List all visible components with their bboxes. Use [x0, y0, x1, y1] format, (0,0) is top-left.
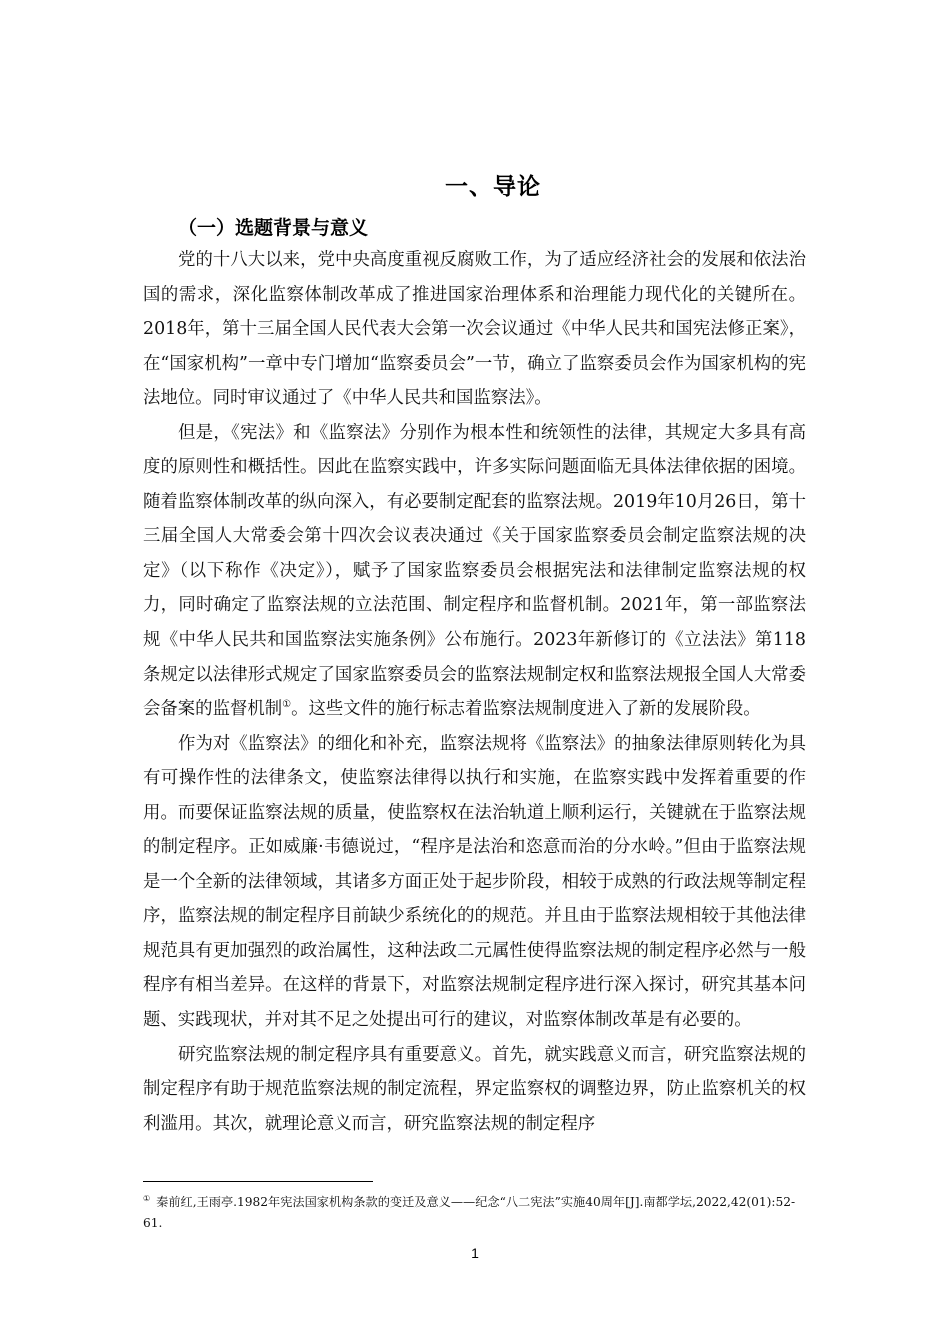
footnote	[143, 1192, 806, 1234]
paragraph-text: 党的十八大以来，党中央高度重视反腐败工作，为了适应经济社会的发展和依法治国的需求，深化监察体制改革成了推进国家治理体系和治理能力现代化的关键所在。2018年，第十三届全国人民代表大会第一次会议通过《中华人民共和国宪法修正案》，在“国家机构”一章中专门增加“监察委员会”一节，确立了监察委员会作为国家机构的宪法地位。同时审议通过了《中华人民共和国监察法》。	[143, 250, 806, 409]
section-title: （一）选题背景与意义	[178, 217, 369, 239]
paragraph	[143, 727, 806, 1038]
chapter-title: 一、导论	[445, 174, 541, 200]
footnote-text: 秦前红,王雨亭.1982年宪法国家机构条款的变迁及意义——纪念“八二宪法”实施40周年[J].南都学坛,2022,42(01):52-61.	[143, 1195, 796, 1230]
paragraph-text: 研究监察法规的制定程序具有重要意义。首先，就实践意义而言，研究监察法规的制定程序有助于规范监察法规的制定流程，界定监察权的调整边界，防止监察机关的权利滥用。其次，就理论意义而言，研究监察法规的制定程序	[143, 1044, 806, 1134]
paragraph	[143, 416, 806, 727]
page-number: 1	[471, 1245, 479, 1261]
paragraph-text-tail: 。这些文件的施行标志着监察法规制度进入了新的发展阶段。	[291, 699, 761, 720]
footnote-mark: ①	[143, 1193, 151, 1203]
footnote-reference[interactable]: ①	[282, 699, 292, 711]
paragraph-text: 但是，《宪法》和《监察法》分别作为根本性和统领性的法律，其规定大多具有高度的原则性和概括性。因此在监察实践中，许多实际问题面临无具体法律依据的困境。随着监察体制改革的纵向深入，有必要制定配套的监察法规。2019年10月26日，第十三届全国人大常委会第十四次会议表决通过《关于国家监察委员会制定监察法规的决定》（以下称作《决定》），赋予了国家监察委员会根据宪法和法律制定监察法规的权力，同时确定了监察法规的立法范围、制定程序和监督机制。2021年，第一部监察法规《中华人民共和国监察法实施条例》公布施行。2023年新修订的《立法法》第118条规定以法律形式规定了国家监察委员会的监察法规制定权和监察法规报全国人大常委会备案的监督机制	[143, 422, 806, 720]
paragraph	[143, 243, 806, 416]
body-text	[143, 243, 806, 1141]
footnote-divider	[143, 1181, 373, 1182]
paragraph-text: 作为对《监察法》的细化和补充，监察法规将《监察法》的抽象法律原则转化为具有可操作性的法律条文，使监察法律得以执行和实施，在监察实践中发挥着重要的作用。而要保证监察法规的质量，使监察权在法治轨道上顺利运行，关键就在于监察法规的制定程序。正如威廉·韦德说过，“程序是法治和恣意而治的分水岭。”但由于监察法规是一个全新的法律领域，其诸多方面正处于起步阶段，相较于成熟的行政法规等制定程序，监察法规的制定程序目前缺少系统化的的规范。并且由于监察法规相较于其他法律规范具有更加强烈的政治属性，这种法政二元属性使得监察法规的制定程序必然与一般程序有相当差异。在这样的背景下，对监察法规制定程序进行深入探讨，研究其基本问题、实践现状，并对其不足之处提出可行的建议，对监察体制改革是有必要的。	[143, 733, 806, 1031]
paragraph	[143, 1038, 806, 1142]
